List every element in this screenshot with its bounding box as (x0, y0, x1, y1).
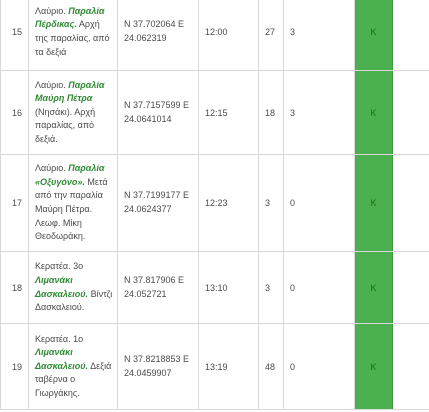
table-row (0, 252, 429, 324)
grade-cell: Κ (355, 155, 393, 251)
value-a-cell: 3 (259, 155, 284, 251)
location-name-link[interactable]: Λιμανάκι Δασκαλειού. (35, 274, 89, 299)
grade-cell: Κ (355, 252, 393, 323)
location-cell: Κερατέα. 3ο Λιμανάκι Δασκαλειού. Βίντζι Δασκαλειού. (29, 252, 118, 323)
location-cell: Λαύριο. Παραλία «Οξυγόνο». Μετά από την παραλία Μαύρη Πέτρα. Λεωφ. Μίκη Θεοδωράκη. (29, 155, 118, 251)
location-cell: Λαύριο. Παραλία Μαύρη Πέτρα (Νησάκι). Αρχή παραλίας, από δεξιά. (29, 71, 118, 154)
location-cell: Κερατέα. 1ο Λιμανάκι Δασκαλειού. Δεξιά ταβέρνα ο Γιωργάκης. (29, 324, 118, 409)
coordinates-cell: N 37.7157599 E 24.0641014 (118, 71, 199, 154)
coordinates-cell: N 37.7199177 E 24.0624377 (118, 155, 199, 251)
value-a-cell: 27 (259, 0, 284, 70)
time-cell: 12:15 (199, 71, 259, 154)
location-name-link[interactable]: Παραλία «Οξυγόνο». (35, 163, 105, 187)
value-b-cell: 3 (284, 0, 355, 70)
row-number: 19 (0, 324, 29, 409)
grade-cell: Κ (355, 324, 393, 409)
row-number: 18 (0, 252, 29, 323)
row-number: 15 (0, 0, 29, 70)
time-cell: 13:10 (199, 252, 259, 323)
coordinates-cell: N 37.817906 E 24.052721 (118, 252, 199, 323)
grade-cell: Κ (355, 0, 393, 70)
value-b-cell: 0 (284, 324, 355, 409)
row-number: 17 (0, 155, 29, 251)
row-number: 16 (0, 71, 29, 154)
table-row (0, 0, 429, 71)
value-a-cell: 48 (259, 324, 284, 409)
time-cell: 13:19 (199, 324, 259, 409)
table-row (0, 324, 429, 410)
time-cell: 12:23 (199, 155, 259, 251)
value-a-cell: 18 (259, 71, 284, 154)
coordinates-cell: N 37.702064 E 24.062319 (118, 0, 199, 70)
grade-cell: Κ (355, 71, 393, 154)
location-name-link[interactable]: Παραλία Μαύρη Πέτρα (35, 79, 105, 104)
time-cell: 12:00 (199, 0, 259, 70)
location-cell: Λαύριο. Παραλία Πέρδικας. Αρχή της παραλίας, από τα δεξιά (29, 0, 118, 70)
location-name-link[interactable]: Παραλία Πέρδικας. (35, 5, 105, 30)
table-row (0, 155, 429, 252)
coordinates-cell: N 37.8218853 E 24.0459907 (118, 324, 199, 409)
location-name-link[interactable]: Λιμανάκι Δασκαλειού. (35, 347, 89, 371)
table-row (0, 71, 429, 155)
value-b-cell: 0 (284, 252, 355, 323)
value-b-cell: 3 (284, 71, 355, 154)
value-b-cell: 0 (284, 155, 355, 251)
value-a-cell: 3 (259, 252, 284, 323)
